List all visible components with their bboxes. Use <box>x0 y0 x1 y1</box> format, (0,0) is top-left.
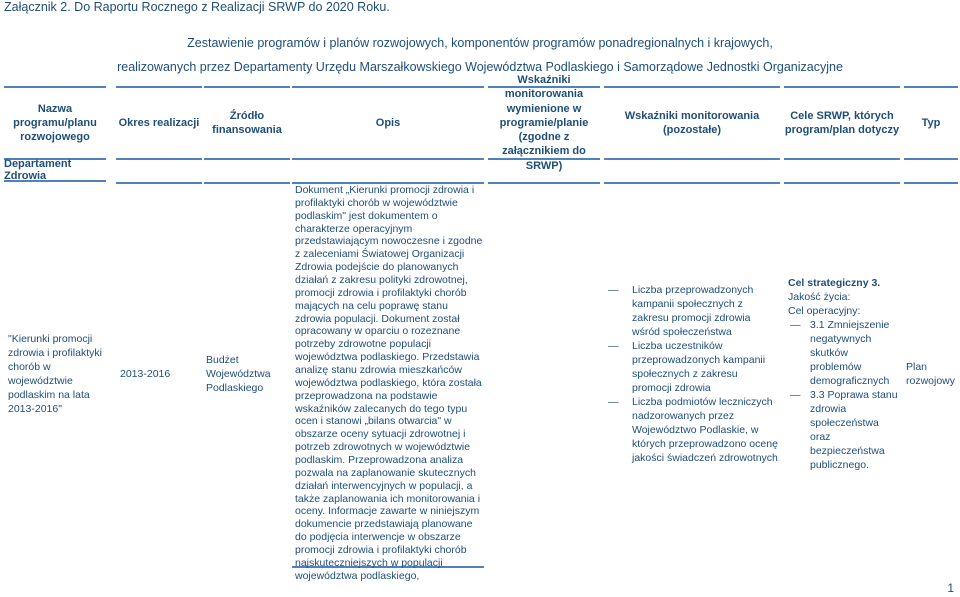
row-indicators-other <box>604 184 780 566</box>
indicator-item: — Liczba przeprowadzonych kampanii społecznych z zakresu promocji zdrowia wśród społeczeństwa <box>604 284 780 340</box>
row-description-text: Dokument „Kierunki promocji zdrowia i profilaktyki chorób w województwie podlaskim" jest dokumentem o charakterze operacyjnym przedstawiającym nowoczesne i zgodne z zaleceniami Światowej Organizacji Zdrowia podejście do planowanych działań z zakresu polityki zdrowotnej, promocji zdrowia i profilaktyki chorób mających na celu poprawę stanu zdrowia populacji. Dokument został opracowany w oparciu o rozeznane potrzeby zdrowotne populacji województwa podlaskiego. Przedstawia analizę stanu zdrowia mieszkańców województwa podlaskiego, która została przeprowadzona na podstawie wskaźników zalecanych do tego typu ocen i stanowi „bilans otwarcia" w obszarze oceny sytuacji zdrowotnej i potrzeb zdrowotnych w województwie podlaskim. Przeprowadzona analiza pozwala na zaplanowanie skutecznych działań interwencyjnych w populacji, a także zaplanowania ich monitorowania i oceny. Informacje zawarte w niniejszym dokumencie przedstawiają planowane do podjęcia interwencje w obszarze promocji zdrowia i profilaktyki chorób najskuteczniejszych w populacji województwa podlaskiego, <box>295 184 483 582</box>
header-indicators-srwp: Wskaźniki monitorowania wymienione w programie/planie (zgodne z załącznikiem do SRWP) <box>488 86 600 160</box>
header-indicators-other: Wskaźniki monitorowania (pozostałe) <box>604 86 780 160</box>
row-name-text: "Kierunki promocji zdrowia i profilaktyki chorób w województwie podlaskim na lata 2013-2016" <box>8 333 102 415</box>
indicator-item: — Liczba podmiotów leczniczych nadzorowanych przez Województwo Podlaskie, w których przeprowadzono ocenę jakości świadczeń zdrowotnych <box>604 396 780 466</box>
goals-block <box>788 277 900 472</box>
heading-line-1: Zestawienie programów i planów rozwojowych, komponentów programów ponadregionalnych i krajowych, <box>187 36 773 50</box>
strategic-goal-label: Cel strategiczny 3. <box>788 277 881 290</box>
page-number: 1 <box>947 581 954 595</box>
row-source <box>206 184 288 566</box>
row-description <box>295 184 484 582</box>
header-period: Okres realizacji <box>116 86 202 160</box>
strategic-goal <box>788 277 900 305</box>
operational-goal-label: Cel operacyjny: <box>788 305 861 318</box>
row-type <box>906 184 958 566</box>
goal-item: — 3.1 Zmniejszenie negatywnych skutków problemów demograficznych <box>788 319 900 389</box>
header-goals: Cele SRWP, których program/plan dotyczy <box>784 86 900 160</box>
indicators-list <box>604 284 780 465</box>
heading-line-2: realizowanych przez Departamenty Urzędu Marszałkowskiego Województwa Podlaskiego i Samorządowe Jednostki Organizacyjne <box>117 60 843 74</box>
row-source-text: Budżet Województwa Podlaskiego <box>206 354 271 394</box>
goal-item: — 3.3 Poprawa stanu zdrowia społeczeństwa oraz bezpieczeństwa publicznego. <box>788 389 900 473</box>
section-label: Departament Zdrowia <box>4 160 106 182</box>
header-source: Źródło finansowania <box>204 86 290 160</box>
strategic-goal-name: Jakość życia: <box>788 291 851 304</box>
row-name <box>8 184 108 566</box>
indicator-item: — Liczba uczestników przeprowadzonych kampanii społecznych z zakresu promocji zdrowia <box>604 340 780 396</box>
row-period-text: 2013-2016 <box>120 368 171 381</box>
header-type: Typ <box>904 86 958 160</box>
header-name: Nazwa programu/planu rozwojowego <box>4 86 106 160</box>
row-period <box>120 184 202 566</box>
row-type-text: Plan rozwojowy <box>906 361 956 387</box>
row-indicators-srwp <box>492 184 600 566</box>
attachment-title: Załącznik 2. Do Raportu Rocznego z Realizacji SRWP do 2020 Roku. <box>4 0 390 14</box>
goals-list <box>788 319 900 472</box>
header-description: Opis <box>292 86 484 160</box>
row-goals <box>788 184 900 566</box>
